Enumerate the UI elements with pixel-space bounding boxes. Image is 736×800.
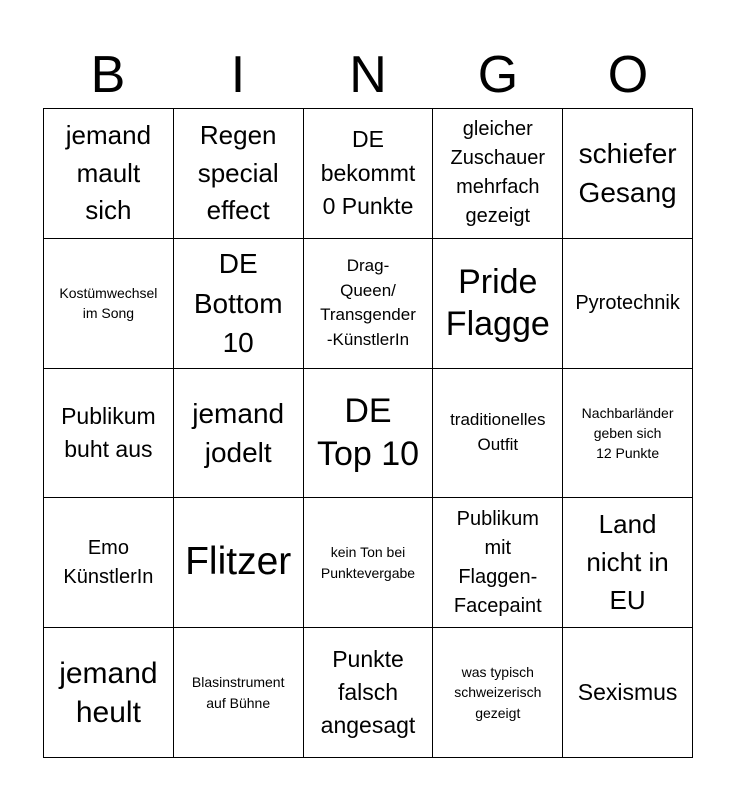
cell-text: jemand mault sich — [65, 119, 152, 226]
bingo-cell[interactable] — [174, 109, 304, 239]
header-letter-n: N — [349, 46, 387, 104]
cell-text: traditionelles Outfit — [450, 410, 546, 454]
cell-text: Regen special effect — [197, 119, 279, 226]
bingo-cell[interactable] — [433, 369, 563, 499]
bingo-card-grid — [43, 108, 693, 758]
header-letter-b: B — [90, 46, 126, 104]
bingo-cell[interactable] — [563, 498, 693, 628]
bingo-cell[interactable] — [174, 628, 304, 758]
bingo-cell[interactable] — [563, 628, 693, 758]
bingo-cell[interactable] — [304, 369, 434, 499]
cell-text: Pride Flagge — [445, 262, 550, 344]
header-letter-g: G — [477, 46, 519, 104]
bingo-header — [43, 42, 693, 108]
bingo-cell[interactable] — [44, 628, 174, 758]
cell-text: was typisch schweizerisch gezeigt — [454, 664, 542, 721]
bingo-cell[interactable] — [174, 498, 304, 628]
cell-text: Punkte falsch angesagt — [320, 645, 416, 739]
bingo-cell[interactable] — [44, 369, 174, 499]
bingo-cell[interactable] — [174, 239, 304, 369]
cell-text: Land nicht in EU — [586, 509, 669, 615]
bingo-cell[interactable] — [304, 498, 434, 628]
cell-text: DE Top 10 — [316, 392, 420, 473]
cell-text: jemand heult — [59, 656, 158, 729]
bingo-cell[interactable] — [433, 628, 563, 758]
bingo-cell[interactable] — [563, 109, 693, 239]
cell-text: Drag- Queen/ Transgender -KünstlerIn — [320, 255, 416, 349]
bingo-cell[interactable] — [433, 498, 563, 628]
cell-text: Publikum mit Flaggen- Facepaint — [453, 507, 542, 617]
cell-text: DE bekommt 0 Punkte — [320, 126, 416, 220]
cell-text: Blasinstrument auf Bühne — [191, 674, 285, 711]
cell-text: Emo KünstlerIn — [63, 536, 154, 588]
bingo-cell[interactable] — [563, 369, 693, 499]
cell-text: Publikum buht aus — [61, 402, 156, 462]
bingo-cell[interactable] — [44, 109, 174, 239]
cell-text: kein Ton bei Punktevergabe — [320, 544, 416, 581]
cell-text: gleicher Zuschauer mehrfach gezeigt — [450, 118, 546, 228]
bingo-cell[interactable] — [304, 628, 434, 758]
bingo-cell[interactable] — [44, 239, 174, 369]
bingo-cell[interactable] — [304, 239, 434, 369]
bingo-cell[interactable] — [563, 239, 693, 369]
header-letter-o: O — [607, 46, 649, 104]
cell-text: Pyrotechnik — [575, 291, 680, 314]
bingo-cell[interactable] — [304, 109, 434, 239]
bingo-cell[interactable] — [433, 239, 563, 369]
cell-text: jemand jodelt — [192, 397, 285, 468]
cell-text: schiefer Gesang — [578, 138, 677, 209]
header-letter-i: I — [230, 46, 246, 104]
cell-text: Sexismus — [577, 678, 678, 705]
cell-text: Flitzer — [185, 540, 292, 584]
cell-text: Nachbarländer geben sich 12 Punkte — [581, 404, 674, 462]
cell-text: DE Bottom 10 — [193, 248, 283, 358]
bingo-cell[interactable] — [174, 369, 304, 499]
bingo-cell[interactable] — [433, 109, 563, 239]
cell-text: Kostümwechsel im Song — [59, 284, 158, 322]
bingo-cell[interactable] — [44, 498, 174, 628]
